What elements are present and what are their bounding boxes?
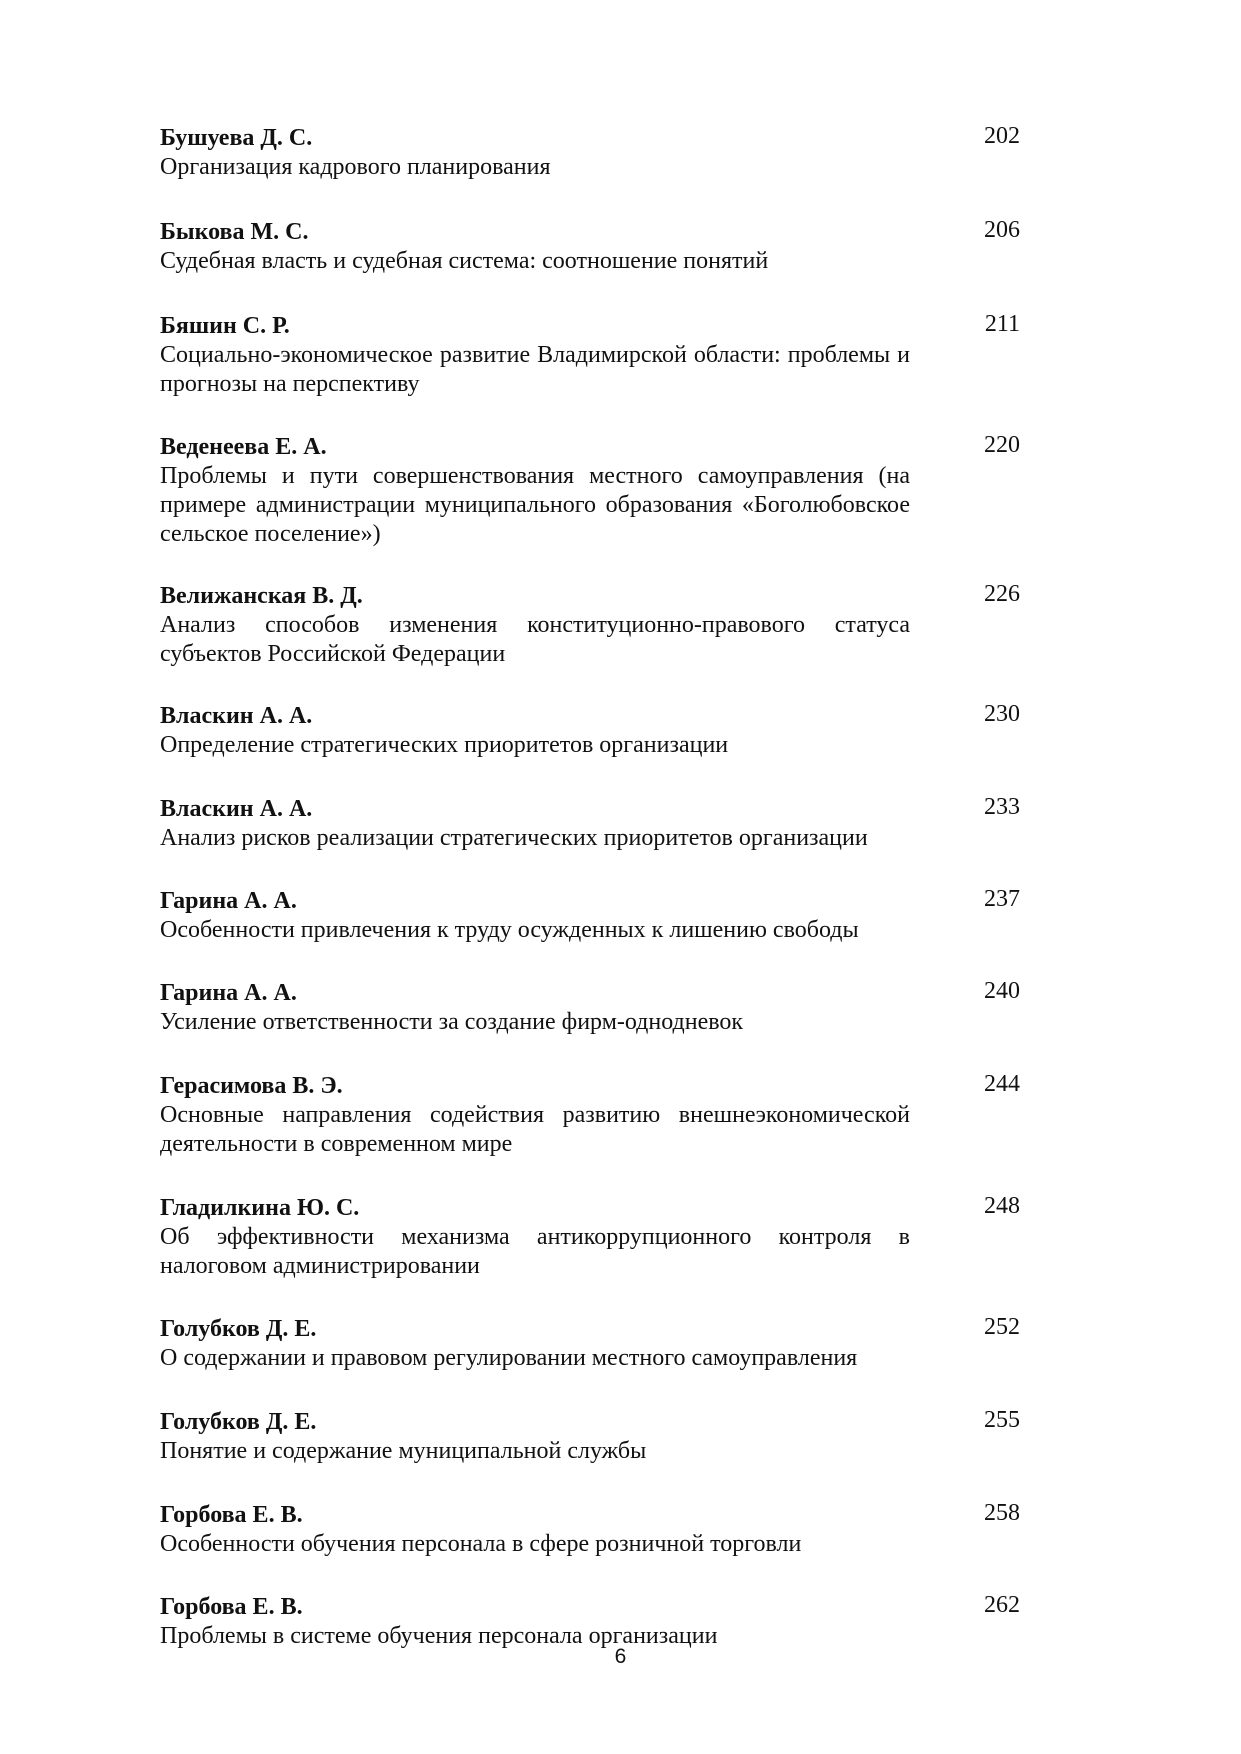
entry-title: Социально-экономическое развитие Владимирской области: проблемы и прогнозы на перспективу <box>160 342 910 397</box>
entry-title: Основные направления содействия развитию внешнеэкономической деятельности в современном мире <box>160 1102 910 1157</box>
entry-author: Гарина А. А. <box>160 980 297 1006</box>
toc-entry <box>160 1593 1020 1651</box>
entry-page: 252 <box>984 1314 1020 1340</box>
entry-author: Веденеева Е. А. <box>160 434 327 460</box>
entry-title: Проблемы в системе обучения персонала организации <box>160 1623 718 1649</box>
entry-page: 202 <box>984 123 1020 149</box>
entry-author: Голубков Д. Е. <box>160 1409 317 1435</box>
entry-title: Судебная власть и судебная система: соотношение понятий <box>160 248 769 274</box>
entry-author: Гладилкина Ю. С. <box>160 1195 360 1221</box>
entry-author: Бушуева Д. С. <box>160 125 313 151</box>
entry-page: 220 <box>984 432 1020 458</box>
entry-page: 230 <box>984 701 1020 727</box>
entry-title: Об эффективности механизма антикоррупционного контроля в налоговом администрировании <box>160 1224 910 1279</box>
entry-author: Быкова М. С. <box>160 219 309 245</box>
toc-entry <box>160 1315 1020 1373</box>
toc-entry <box>160 124 1020 182</box>
toc-entry <box>160 887 1020 945</box>
toc-entry <box>160 1501 1020 1559</box>
toc-entry <box>160 1194 1020 1281</box>
page-number: 6 <box>614 1645 627 1668</box>
entry-title: Организация кадрового планирования <box>160 154 551 180</box>
entry-page: 248 <box>984 1193 1020 1219</box>
entry-author: Велижанская В. Д. <box>160 583 363 609</box>
entry-page: 226 <box>984 581 1020 607</box>
entry-title: Анализ рисков реализации стратегических приоритетов организации <box>160 825 868 851</box>
entry-author: Горбова Е. В. <box>160 1502 303 1528</box>
toc-entry <box>160 702 1020 760</box>
entry-title: Анализ способов изменения конституционно-правового статуса субъектов Российской Федерации <box>160 612 910 667</box>
entry-page: 211 <box>984 311 1020 337</box>
toc-entry <box>160 433 1020 549</box>
entry-author: Герасимова В. Э. <box>160 1073 343 1099</box>
toc-entry <box>160 582 1020 669</box>
entry-author: Власкин А. А. <box>160 796 313 822</box>
entry-title: Особенности обучения персонала в сфере розничной торговли <box>160 1531 802 1557</box>
entry-page: 233 <box>984 794 1020 820</box>
entry-title: Понятие и содержание муниципальной службы <box>160 1438 647 1464</box>
entry-page: 255 <box>984 1407 1020 1433</box>
entry-page: 206 <box>984 217 1020 243</box>
entry-page: 237 <box>984 886 1020 912</box>
entry-author: Бяшин С. Р. <box>160 313 290 339</box>
entry-title: Особенности привлечения к труду осужденных к лишению свободы <box>160 917 859 943</box>
entry-title: Проблемы и пути совершенствования местного самоуправления (на примере администрации муниципального образования «Боголюбовское сельское поселение») <box>160 463 910 547</box>
toc-entry <box>160 979 1020 1037</box>
toc-entry <box>160 1072 1020 1159</box>
entry-author: Власкин А. А. <box>160 703 313 729</box>
entry-author: Голубков Д. Е. <box>160 1316 317 1342</box>
entry-title: Определение стратегических приоритетов организации <box>160 732 729 758</box>
entry-author: Гарина А. А. <box>160 888 297 914</box>
entry-page: 262 <box>984 1592 1020 1618</box>
entry-page: 244 <box>984 1071 1020 1097</box>
toc-entry <box>160 312 1020 399</box>
entry-page: 258 <box>984 1500 1020 1526</box>
entry-author: Горбова Е. В. <box>160 1594 303 1620</box>
entry-page: 240 <box>984 978 1020 1004</box>
toc-entry <box>160 218 1020 276</box>
entry-title: О содержании и правовом регулировании местного самоуправления <box>160 1345 858 1371</box>
toc-entry <box>160 795 1020 853</box>
table-of-contents <box>160 124 1020 1651</box>
toc-entry <box>160 1408 1020 1466</box>
entry-title: Усиление ответственности за создание фирм-однодневок <box>160 1009 744 1035</box>
